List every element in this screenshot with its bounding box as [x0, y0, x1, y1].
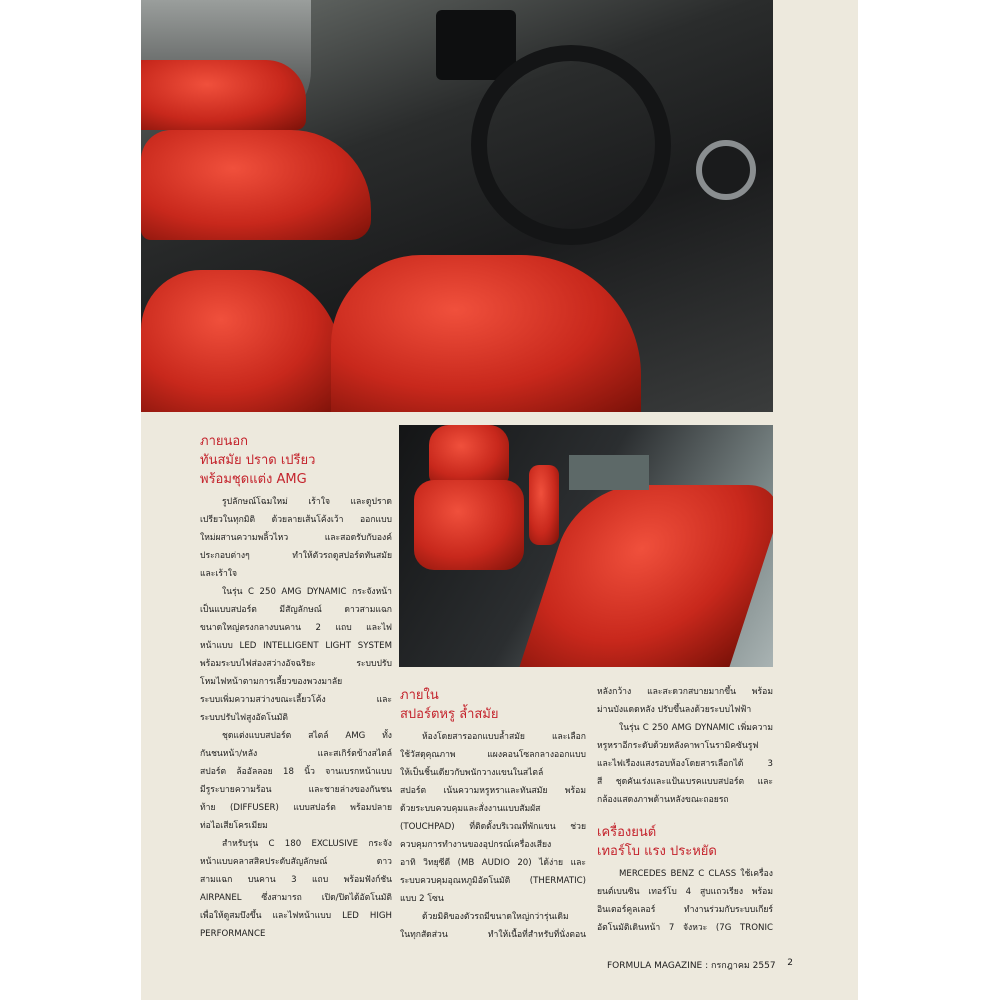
- text-line: สามแฉก บนคาน 3 แถบ พร้อมฟังก์ชัน: [200, 875, 392, 885]
- text-line: อินเตอร์คูลเลอร์ ทำงานร่วมกับระบบเกียร์: [597, 905, 773, 915]
- paragraph: [200, 835, 392, 943]
- heading-line: เครื่องยนต์: [597, 825, 657, 840]
- text-line: พร้อมระบบไฟส่องสว่างอัจฉริยะ ระบบปรับ: [200, 659, 392, 669]
- seat-right: [331, 255, 641, 412]
- text-column-2: [400, 686, 586, 944]
- paragraph: [400, 908, 586, 944]
- text-line: ใหม่ผสานความพลิ้วไหว และสอดรับกับองค์: [200, 533, 392, 543]
- text-line: ท้าย (DIFFUSER) แบบสปอร์ต พร้อมปลาย: [200, 803, 392, 813]
- air-vent: [696, 140, 756, 200]
- text-line: เป็นแบบสปอร์ต มีสัญลักษณ์ ดาวสามแฉก: [200, 605, 392, 615]
- heading-line: พร้อมชุดแต่ง AMG: [200, 472, 307, 487]
- text-line: ควบคุมการทำงานของอุปกรณ์เครื่องเสียง: [400, 840, 552, 850]
- steering-wheel: [471, 45, 671, 245]
- rear-window: [569, 455, 649, 490]
- paragraph: [200, 493, 392, 583]
- text-line: หรูหราอีกระดับด้วยหลังคาพาโนรามิคซันรูฟ: [597, 741, 759, 751]
- paragraph: [400, 728, 586, 908]
- text-line: ระบบปรับไฟสูงอัตโนมัติ: [200, 713, 288, 723]
- footer-publication: FORMULA MAGAZINE : กรกฎาคม 2557: [607, 961, 776, 971]
- text-column-1: [200, 432, 392, 943]
- section-heading: [400, 686, 586, 724]
- text-line: ท่อไอเสียโครเมียม: [200, 821, 268, 831]
- text-line: หลังกว้าง และสะดวกสบายมากขึ้น พร้อม: [597, 687, 773, 697]
- text-line: ในทุกสัดส่วน ทำให้เนื้อที่สำหรับที่นั่งตอน: [400, 930, 586, 940]
- text-column-3: [597, 683, 773, 937]
- paragraph: [597, 719, 773, 809]
- text-line: และไฟเรืองแสงรอบห้องโดยสารเลือกได้ 3: [597, 759, 773, 769]
- text-line: ระบบเพิ่มความสว่างขณะเลี้ยวโค้ง และ: [200, 695, 392, 705]
- text-line: ใช้วัสดุคุณภาพ แผงคอนโซลกลางออกแบบ: [400, 750, 586, 760]
- rear-seats-photo: [399, 425, 773, 667]
- spacer: [597, 809, 773, 823]
- heading-line: ทันสมัย ปราด เปรียว: [200, 453, 316, 468]
- text-line: แบบ 2 โซน: [400, 894, 444, 904]
- text-line: สี ชุดคันเร่งและแป้นเบรคแบบสปอร์ต และ: [597, 777, 773, 787]
- paragraph: [597, 865, 773, 937]
- paragraph: [597, 683, 773, 719]
- text-line: อาทิ วิทยุซีดี (MB AUDIO 20) ได้ง่าย และ: [400, 858, 586, 868]
- text-line: กันชนหน้า/หลัง และสเกิร์ตข้างสไตล์: [200, 749, 392, 759]
- text-line: โหมไฟหน้าตามการเลี้ยวของพวงมาลัย: [200, 677, 343, 687]
- text-line: ชุดแต่งแบบสปอร์ต สไตล์ AMG ทั้ง: [222, 731, 392, 741]
- driver-seat-back: [141, 130, 371, 240]
- heading-line: สปอร์ตหรู ล้ำสมัย: [400, 707, 499, 722]
- text-line: ในรุ่น C 250 AMG DYNAMIC กระจังหน้า: [222, 587, 392, 597]
- text-line: สปอร์ต เน้นความหรูหราและทันสมัย พร้อม: [400, 786, 586, 796]
- seat-far: [529, 465, 559, 545]
- text-line: ด้วยมิติของตัวรถมีขนาดใหญ่กว่ารุ่นเดิม: [422, 912, 569, 922]
- text-line: ห้องโดยสารออกแบบล้ำสมัย และเลือก: [422, 732, 586, 742]
- text-line: MERCEDES BENZ C CLASS ใช้เครื่อง: [619, 869, 773, 879]
- paragraph: [200, 583, 392, 727]
- headrest: [429, 425, 509, 485]
- text-line: เพื่อให้ดูสมบึงขึ้น และไฟหน้าแบบ LED HIGH: [200, 911, 392, 921]
- text-line: ให้เป็นชิ้นเดียวกับพนักวางแขนในสไตล์: [400, 768, 544, 778]
- text-line: มีรูระบายความร้อน และชายล่างของกันชน: [200, 785, 392, 795]
- door-trim: [141, 60, 306, 130]
- text-line: (TOUCHPAD) ที่ติดตั้งบริเวณที่พักแขน ช่วย: [400, 822, 586, 832]
- text-line: AIRPANEL ซึ่งสามารถ เปิด/ปิดได้อัตโนมัติ: [200, 893, 392, 903]
- page-number: 2: [787, 958, 793, 968]
- text-line: หน้าแบบ LED INTELLIGENT LIGHT SYSTEM: [200, 641, 392, 651]
- text-line: สปอร์ต ล้ออัลลอย 18 นิ้ว จานเบรกหน้าแบบ: [200, 767, 392, 777]
- section-heading: [200, 432, 392, 489]
- text-line: ประกอบต่างๆ ทำให้ตัวรถดูสปอร์ตทันสมัย: [200, 551, 392, 561]
- text-line: กล้องแสดงภาพด้านหลังขณะถอยรถ: [597, 795, 729, 805]
- section-heading: [597, 823, 773, 861]
- text-line: ยนต์เบนซิน เทอร์โบ 4 สูบแถวเรียง พร้อม: [597, 887, 773, 897]
- text-line: ด้วยระบบควบคุมและสั่งงานแบบสัมผัส: [400, 804, 541, 814]
- text-line: สำหรับรุ่น C 180 EXCLUSIVE กระจัง: [222, 839, 392, 849]
- heading-line: เทอร์โบ แรง ประหยัด: [597, 844, 717, 859]
- text-line: เปรียวในทุกมิติ ด้วยลายเส้นโค้งเว้า ออกแบบ: [200, 515, 392, 525]
- page-footer: [607, 958, 793, 972]
- text-line: รูปลักษณ์โฉมใหม่ เร้าใจ และดูปราด: [222, 497, 392, 507]
- text-line: อัตโนมัติเดินหน้า 7 จังหวะ (7G TRONIC: [597, 923, 773, 933]
- text-line: ระบบควบคุมอุณหภูมิอัตโนมัติ (THERMATIC): [400, 876, 586, 886]
- text-line: ในรุ่น C 250 AMG DYNAMIC เพิ่มความ: [619, 723, 773, 733]
- text-line: ขนาดใหญ่ตรงกลางบนคาน 2 แถบ และไฟ: [200, 623, 392, 633]
- seat-left: [141, 270, 341, 412]
- text-line: PERFORMANCE: [200, 929, 266, 939]
- front-seat-back: [414, 480, 524, 570]
- text-line: ม่านบังแดดหลัง ปรับขึ้นลงด้วยระบบไฟฟ้า: [597, 705, 752, 715]
- front-interior-photo: [141, 0, 773, 412]
- heading-line: ภายนอก: [200, 434, 249, 449]
- heading-line: ภายใน: [400, 688, 439, 703]
- paragraph: [200, 727, 392, 835]
- text-line: หน้าแบบคลาสสิคประดับสัญลักษณ์ ดาว: [200, 857, 392, 867]
- text-line: และเร้าใจ: [200, 569, 238, 579]
